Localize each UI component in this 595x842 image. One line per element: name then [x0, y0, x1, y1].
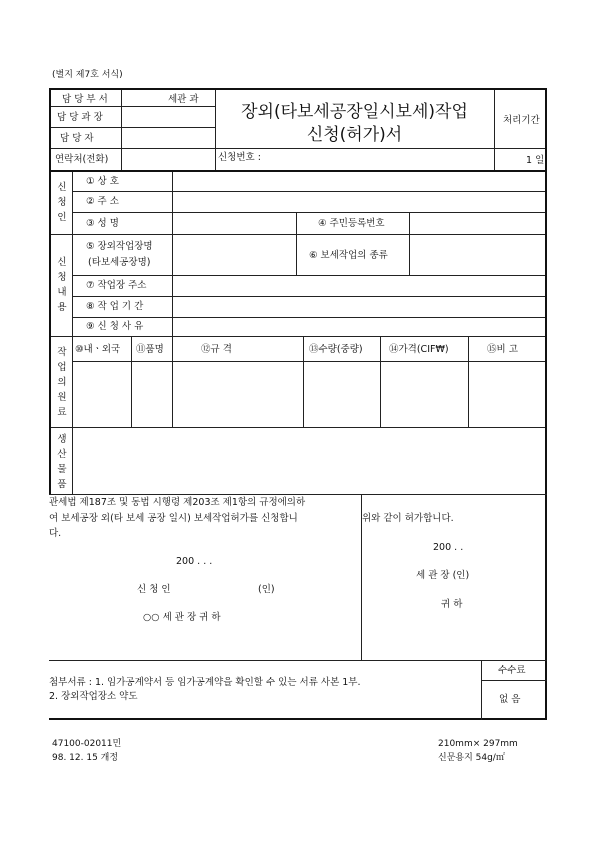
declaration-line-1: 관세법 제187조 및 동법 시행령 제203조 제1항의 규정에의하 [49, 497, 306, 508]
form-title [215, 101, 494, 147]
title-line-2: 신청(허가)서 [306, 124, 403, 145]
approval-text: 위와 같이 허가합니다. [362, 513, 454, 524]
site-address-label: ⑦ 작업장 주소 [86, 280, 147, 291]
processing-value: 1 일 [526, 155, 545, 166]
form-number: 47100-02011민 [52, 739, 122, 749]
addressee: ○○ 세 관 장 귀 하 [143, 612, 221, 623]
fee-label: 수수료 [498, 665, 526, 676]
paper-size: 210mm× 297mm [438, 739, 518, 749]
contact-label: 연락처(전화) [55, 154, 109, 165]
paper-type: 신문용지 54g/㎡ [438, 753, 505, 763]
content-section-label: 신 청 내 용 [57, 257, 67, 313]
col-quantity: ⑬수량(중량) [309, 344, 363, 355]
form-code: (별지 제7호 서식) [52, 70, 123, 80]
company-label: ① 상 호 [86, 176, 119, 187]
col-item: ⑪품명 [136, 344, 164, 355]
declaration-line-3: 다. [49, 528, 62, 539]
revision-date: 98. 12. 15 개정 [52, 753, 119, 763]
products-section-label: 생 산 물 품 [57, 434, 67, 490]
dept-value[interactable]: 세관 과 [168, 94, 199, 105]
col-price: ⑭가격(CIF₩) [389, 344, 449, 355]
name-label: ③ 성 명 [86, 218, 119, 229]
col-spec: ⑫규 격 [201, 344, 232, 355]
approval-to: 귀 하 [441, 599, 463, 610]
materials-section-label: 작 업 의 원 료 [57, 347, 67, 418]
work-type-label: ⑥ 보세작업의 종류 [309, 250, 388, 261]
applicant-seal: (인) [258, 584, 275, 595]
title-line-1: 장외(타보세공장일시보세)작업 [241, 102, 468, 122]
col-origin: ⑩내ㆍ외국 [75, 344, 121, 355]
declaration-date: 200 . . . [176, 556, 213, 567]
processing-label: 처리기간 [503, 115, 540, 126]
col-note: ⑮비 고 [487, 344, 518, 355]
attachments-line-1: 첨부서류 : 1. 임가공계약서 등 임가공계약을 확인할 수 있는 서류 사본 1부. [49, 677, 361, 688]
approval-date: 200 . . [433, 542, 464, 553]
fee-value: 없 음 [499, 694, 521, 705]
staff-label: 담 당 자 [60, 133, 94, 144]
applicant-section-label: 신 청 인 [57, 182, 67, 223]
rrn-label: ④ 주민등록번호 [318, 218, 385, 229]
declaration-line-2: 여 보세공장 외(타 보세 공장 일시) 보세작업허가를 신청합니 [49, 513, 298, 524]
site-name-label-1: ⑤ 장외작업장명 [86, 241, 153, 252]
period-label: ⑧ 작 업 기 간 [86, 301, 144, 312]
approval-issuer: 세 관 장 (인) [416, 570, 470, 581]
attachments-line-2: 2. 장외작업장소 약도 [49, 691, 138, 702]
apply-no-label: 신청번호 : [218, 152, 261, 163]
manager-label: 담 당 과 장 [57, 112, 103, 123]
address-label: ② 주 소 [86, 196, 119, 207]
dept-label: 담 당 부 서 [62, 94, 108, 105]
applicant-sign-label: 신 청 인 [137, 584, 171, 595]
reason-label: ⑨ 신 청 사 유 [86, 321, 144, 332]
site-name-label-2: (타보세공장명) [88, 257, 151, 268]
